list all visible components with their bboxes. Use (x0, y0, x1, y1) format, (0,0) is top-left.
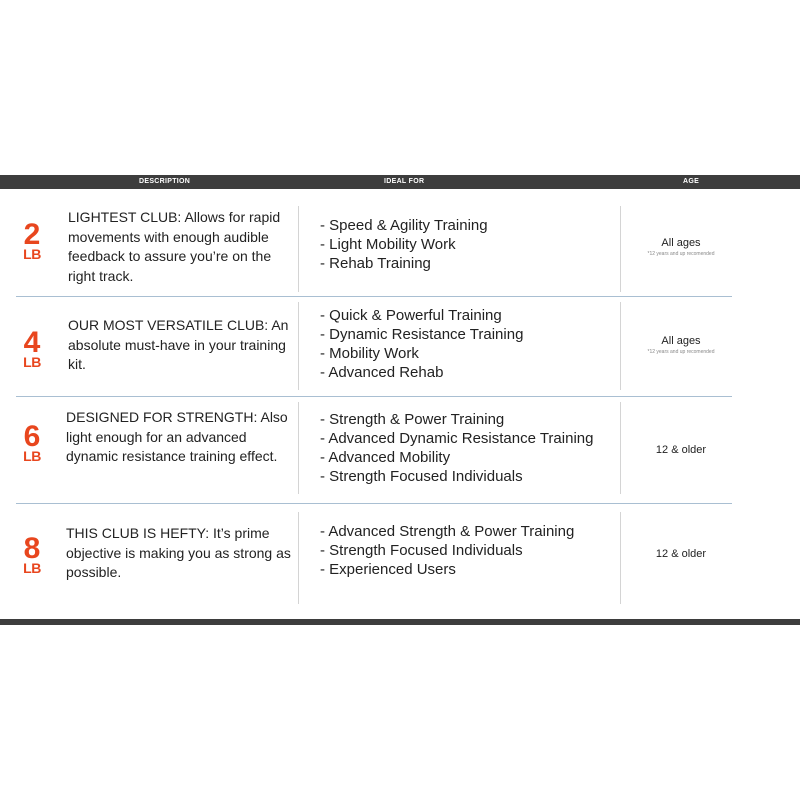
column-divider (620, 302, 621, 390)
list-item: - Advanced Strength & Power Training (320, 523, 575, 540)
ideal-for-list (320, 306, 523, 382)
column-divider (298, 206, 299, 292)
ideal-for-list (320, 522, 574, 579)
weight-badge (14, 532, 50, 576)
list-item: - Advanced Mobility (320, 449, 451, 466)
table-footer-bar (0, 619, 800, 625)
header-description: DESCRIPTION (139, 178, 191, 185)
age-note: *12 years and up recomended (647, 251, 715, 257)
weight-unit: LB (23, 246, 41, 262)
weight-badge (14, 420, 50, 464)
list-item: - Rehab Training (320, 255, 431, 272)
list-item: - Mobility Work (320, 345, 419, 362)
weight-number: 4 (23, 326, 41, 359)
age-value: All ages (661, 335, 701, 347)
row-divider (16, 396, 732, 397)
weight-number: 8 (23, 532, 41, 565)
row-divider (16, 503, 732, 504)
list-item: - Quick & Powerful Training (320, 307, 502, 324)
age-cell (622, 444, 740, 458)
description-body: An absolute must-have in your training kit. (68, 317, 289, 372)
column-divider (620, 512, 621, 604)
description-lead: OUR MOST VERSATILE CLUB: (68, 317, 269, 333)
weight-number: 2 (23, 218, 41, 251)
list-item: - Speed & Agility Training (320, 217, 488, 234)
list-item: - Strength Focused Individuals (320, 468, 523, 485)
weight-unit: LB (23, 560, 41, 576)
list-item: - Advanced Dynamic Resistance Training (320, 430, 594, 447)
list-item: - Light Mobility Work (320, 236, 456, 253)
ideal-for-list (320, 216, 488, 273)
list-item: - Experienced Users (320, 561, 456, 578)
weight-unit: LB (23, 448, 41, 464)
age-value: 12 & older (655, 444, 707, 456)
list-item: - Advanced Rehab (320, 364, 444, 381)
club-description (68, 208, 293, 286)
list-item: - Strength Focused Individuals (320, 542, 523, 559)
description-lead: DESIGNED FOR STRENGTH: (66, 409, 258, 425)
column-divider (620, 402, 621, 494)
header-age: AGE (683, 178, 700, 185)
club-description (66, 408, 291, 467)
row-divider (16, 296, 732, 297)
age-value: All ages (661, 237, 701, 249)
age-cell (622, 237, 740, 257)
table-header (0, 175, 800, 189)
description-body: Also light enough for an advanced dynamic resistance training effect. (66, 409, 288, 464)
ideal-for-list (320, 410, 593, 486)
column-divider (620, 206, 621, 292)
weight-badge (14, 326, 50, 370)
column-divider (298, 402, 299, 494)
age-cell (622, 548, 740, 562)
age-value: 12 & older (655, 548, 707, 560)
club-description (66, 524, 291, 583)
description-lead: LIGHTEST CLUB: (68, 209, 182, 225)
list-item: - Strength & Power Training (320, 411, 505, 428)
description-body: Allows for rapid movements with enough audible feedback to assure you’re on the right track. (68, 209, 281, 284)
list-item: - Dynamic Resistance Training (320, 326, 524, 343)
column-divider (298, 302, 299, 390)
club-description (68, 316, 293, 375)
description-body: It’s prime objective is making you as strong as possible. (66, 525, 291, 580)
description-lead: THIS CLUB IS HEFTY: (66, 525, 210, 541)
column-divider (298, 512, 299, 604)
weight-number: 6 (23, 420, 41, 453)
age-note: *12 years and up recomended (647, 349, 715, 355)
weight-unit: LB (23, 354, 41, 370)
age-cell (622, 335, 740, 355)
header-ideal-for: IDEAL FOR (384, 178, 425, 185)
weight-badge (14, 218, 50, 262)
